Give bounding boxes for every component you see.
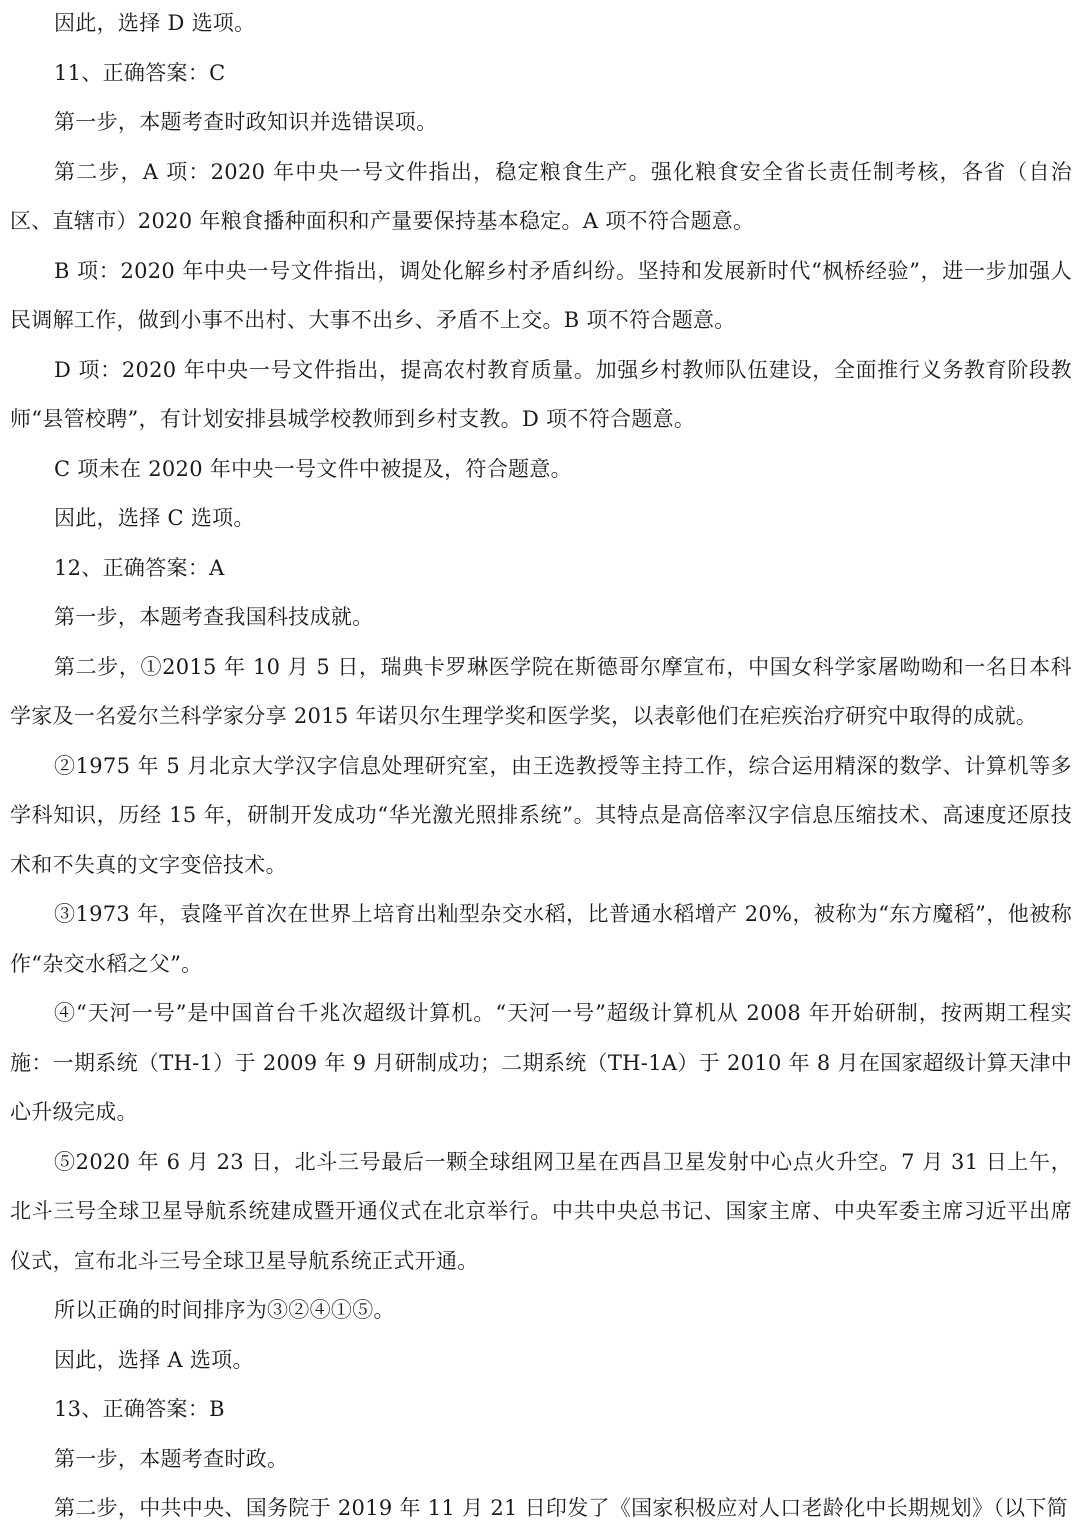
paragraph-item-1: 第二步，①2015 年 10 月 5 日，瑞典卡罗琳医学院在斯德哥尔摩宣布，中国女科学家屠呦呦和一名日本科学家及一名爱尔兰科学家分享 2015 年诺贝尔生理学奖和医学奖，以表彰他们在疟疾治疗研究中取得的成就。 [10, 654, 1072, 728]
paragraph-item-3: ③1973 年，袁隆平首次在世界上培育出籼型杂交水稻，比普通水稻增产 20%，被称为“东方魔稻”，他被称作“杂交水稻之父”。 [10, 902, 1072, 976]
paragraph-item-5: ⑤2020 年 6 月 23 日，北斗三号最后一颗全球组网卫星在西昌卫星发射中心点火升空。7 月 31 日上午，北斗三号全球卫星导航系统建成暨开通仪式在北京举行。中共中央总书记、国家主席、中央军委主席习近平出席仪式，宣布北斗三号全球卫星导航系统正式开通。 [10, 1149, 1072, 1273]
paragraph-option-b: B 项：2020 年中央一号文件指出，调处化解乡村矛盾纠纷。坚持和发展新时代“枫桥经验”，进一步加强人民调解工作，做到小事不出村、大事不出乡、矛盾不上交。B 项不符合题意。 [10, 258, 1072, 332]
paragraph-item-4: ④“天河一号”是中国首台千兆次超级计算机。“天河一号”超级计算机从 2008 年开始研制，按两期工程实施：一期系统（TH-1）于 2009 年 9 月研制成功；二期系统（TH-1A）于 2010 年 8 月在国家超级计算天津中心升级完成。 [10, 1001, 1072, 1124]
paragraph-conclusion-c: 因此，选择 C 选项。 [54, 506, 255, 530]
paragraph-conclusion-a: 因此，选择 A 选项。 [54, 1347, 254, 1372]
paragraph-option-d: D 项：2020 年中央一号文件指出，提高农村教育质量。加强乡村教师队伍建设，全面推行义务教育阶段教师“县管校聘”，有计划安排县城学校教师到乡村支教。D 项不符合题意。 [10, 357, 1072, 431]
paragraph-step-two: 第二步，中共中央、国务院于 2019 年 11 月 21 日印发了《国家积极应对人口老龄化中长期规划》（以下简 [54, 1496, 1068, 1520]
paragraph-item-2: ②1975 年 5 月北京大学汉字信息处理研究室，由王选教授等主持工作，综合运用精深的数学、计算机等多学科知识，历经 15 年，研制开发成功“华光激光照排系统”。其特点是高倍率汉字信息压缩技术、高速度还原技术和不失真的文字变倍技术。 [10, 753, 1072, 877]
paragraph-conclusion-d: 因此，选择 D 选项。 [54, 11, 256, 35]
answer-heading-11: 11、正确答案：C [54, 60, 226, 85]
paragraph-step-one: 第一步，本题考查时政知识并选错误项。 [54, 110, 438, 134]
paragraph-order: 所以正确的时间排序为③②④①⑤。 [54, 1298, 395, 1322]
answer-heading-13: 13、正确答案：B [54, 1397, 225, 1421]
answer-heading-12: 12、正确答案：A [54, 555, 225, 580]
paragraph-step-one: 第一步，本题考查我国科技成就。 [54, 605, 374, 629]
paragraph-step-one: 第一步，本题考查时政。 [54, 1446, 289, 1471]
paragraph-option-a: 第二步，A 项：2020 年中央一号文件指出，稳定粮食生产。强化粮食安全省长责任制考核，各省（自治区、直辖市）2020 年粮食播种面积和产量要保持基本稳定。A 项不符合题意。 [10, 159, 1072, 233]
paragraph-option-c: C 项未在 2020 年中央一号文件中被提及，符合题意。 [54, 456, 572, 481]
